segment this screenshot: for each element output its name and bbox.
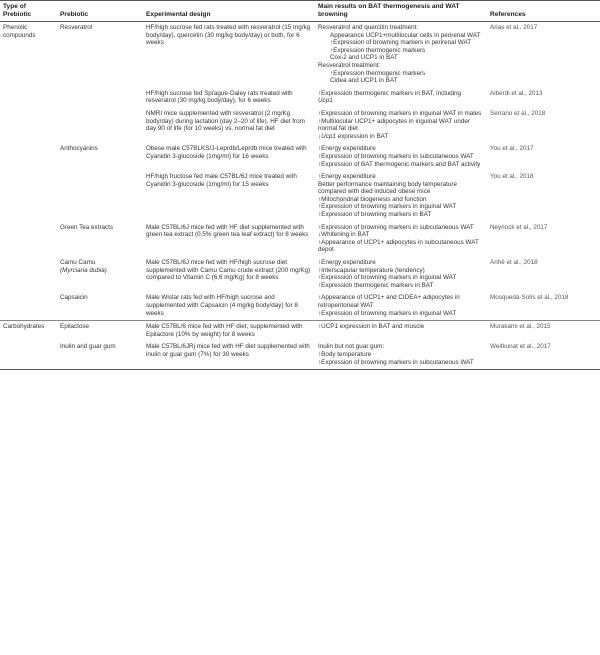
cell-results xyxy=(315,222,487,257)
cell-type xyxy=(0,257,57,292)
result-line: Inulin but not guar gum: xyxy=(318,343,385,351)
table-row xyxy=(0,22,600,88)
cell-design: Male C57BL/6J mice fed with HF/high sucrose diet supplemented with Camu Camu crude extract (200 mg/Kg) compared to Vitamin C (6.6 mg/Kg) for 8 weeks xyxy=(146,259,311,282)
result-line: Cox-2 and UCP1 in BAT xyxy=(330,54,398,62)
header-type: Type of Prebiotic xyxy=(0,1,57,22)
cell-reference: You et al., 2018 xyxy=(490,173,534,181)
result-line: ↑ Multilocular UCP1+ adipocytes in inguinal WAT under normal fat diet xyxy=(318,118,484,133)
result-line: ↑ Interscapular temperature (tendency) xyxy=(318,267,484,275)
header-row xyxy=(0,1,600,22)
result-line: ↑ Energy expenditure xyxy=(318,145,484,153)
result-line: ↑ UCP1 expression in BAT and muscle xyxy=(318,323,484,331)
cell-design: HF/high fructose fed male C57BL/6J mice treated with Cyanidin 3-glucoside (1mg/ml) for 15 weeks xyxy=(146,173,297,188)
table-row xyxy=(0,88,600,108)
result-line: Better performance maintaining body temperature compared with died induced obese mice xyxy=(318,180,457,196)
cell-design: Male C57BL/6JRj mice fed with HF diet supplemented with inulin or guar gum (7%) for 30 weeks xyxy=(143,341,315,369)
cell-type xyxy=(0,108,57,143)
table-row xyxy=(0,292,600,320)
result-line: ↑ Expression of browning markers in subcutaneous WAT xyxy=(318,153,484,161)
table-row xyxy=(0,341,600,369)
cell-prebiotic xyxy=(57,257,143,292)
cell-prebiotic: Green Tea extracts xyxy=(60,223,114,231)
cell-results xyxy=(315,22,487,88)
cell-results xyxy=(315,171,487,222)
result-line: ↑ Body temperature xyxy=(318,351,484,359)
cell-reference: Serrano et al., 2018 xyxy=(490,109,546,117)
table-row xyxy=(0,222,600,257)
cell-reference: Anhê et al., 2018 xyxy=(490,259,538,267)
result-line: ↑ Energy expenditure xyxy=(318,259,484,267)
result-line: Cidea and UCP1 in BAT xyxy=(330,77,398,85)
result-line: Resveratrol treatment: xyxy=(318,61,381,69)
result-line: ↑ Mitochondrial biogenesis and function xyxy=(318,196,484,204)
table-row xyxy=(0,321,600,342)
result-line: ↑ Energy expenditure xyxy=(318,173,484,181)
result-line: ↑ Expression of browning markers in subcutaneous WAT xyxy=(318,224,484,232)
result-line: ↑ Expression of browning markers in inguinal WAT xyxy=(318,274,484,282)
table-row xyxy=(0,171,600,222)
result-line: ↑ Expression of browning markers in inguinal WAT xyxy=(318,310,484,318)
header-results: Main results on BAT thermogenesis and WAT browning xyxy=(315,1,487,22)
cell-results xyxy=(315,341,487,369)
cell-reference: Weitkunat et al., 2017 xyxy=(487,341,600,369)
result-line: ↑ Appearance of UCP1+ and CIDEA+ adipocytes in retroperitoneal WAT xyxy=(318,294,484,309)
cell-design: NMRI mice supplemented with resveratrol (2 mg/Kg body/day) during lactation (day 2–20 of life). HF diet from day 90 of life (for 10 weeks) vs. normal fat diet xyxy=(146,109,305,133)
result-line: ↑ Expression of browning markers in BAT xyxy=(318,211,484,219)
result-line: ↑ Appearance of UCP1+ adipocytes in subcutaneous WAT depot xyxy=(318,239,484,254)
cell-type xyxy=(0,341,57,369)
cell-design: Obese male C57BLKS/J-Leprdb/Leprdb mice treated with Cyanidin 3-glucoside (1mg/ml) for 16 weeks xyxy=(146,145,307,160)
header-design: Experimental design xyxy=(143,1,315,22)
cell-type xyxy=(0,88,57,108)
cell-prebiotic: Capsaicin xyxy=(60,294,88,302)
result-line: ↑ Expression thermogenic markers in BAT, including xyxy=(318,90,484,98)
result-line: ↑ Expression of BAT thermogenic markers and BAT activity xyxy=(318,161,484,169)
result-line: Resveratrol and quercitin treatment: xyxy=(318,24,419,31)
cell-results xyxy=(315,88,487,108)
result-line: ↑ Expression thermogenic markers in BAT xyxy=(318,282,484,290)
header-references: References xyxy=(487,1,600,22)
header-prebiotic: Prebiotic xyxy=(57,1,143,22)
prebiotic-name: Camu Camu xyxy=(60,259,96,267)
cell-design: Male C57BL/6 mice fed with HF diet, supplemented with Epilactore (10% by weight) for 8 weeks xyxy=(143,321,315,342)
cell-results xyxy=(315,143,487,171)
cell-results xyxy=(315,292,487,320)
table-row xyxy=(0,257,600,292)
result-line: Appearance UCP1+multilocular cells in perirenal WAT xyxy=(330,31,481,39)
result-line: ↓ Whitening in BAT xyxy=(318,231,484,239)
cell-prebiotic: Anthocyanins xyxy=(60,145,98,153)
cell-results xyxy=(315,321,487,342)
cell-prebiotic: Epilactose xyxy=(57,321,143,342)
result-line: ↑ Expression thermogenic markers xyxy=(318,47,484,55)
table-row xyxy=(0,108,600,143)
cell-results xyxy=(315,108,487,143)
cell-prebiotic xyxy=(57,108,143,143)
cell-prebiotic xyxy=(57,171,143,222)
prebiotic-species: (Myrciaria dubia) xyxy=(60,266,107,274)
cell-type xyxy=(0,143,57,171)
cell-design: Male C57BL/6J mice fed with HF diet supplemented with green tea extract (0.5% green tea leaf extract) for 8 weeks xyxy=(146,223,309,239)
cell-reference: Alberdi et al., 2013 xyxy=(490,89,543,97)
table-row xyxy=(0,143,600,171)
result-line: ↑ Expression thermogenic markers xyxy=(318,70,484,78)
cell-design: HF/high sucrose fed Sprague-Daley rats treated with resveratrol (30 mg/kg body/day), for 6 weeks xyxy=(146,89,293,105)
cell-reference: Neyrinck et al., 2017 xyxy=(490,223,548,231)
cell-prebiotic: Inulin and guar gum xyxy=(57,341,143,369)
result-line: expression in BAT xyxy=(337,132,389,140)
result-line: ↑ Expression of browning markers in inguinal WAT xyxy=(318,203,484,211)
cell-design: HF/high sucrose fed rats treated with resveratrol (15 mg/kg body/day), quercetin (30 mg/kg body/day) or both, for 6 weeks xyxy=(146,24,311,47)
cell-results xyxy=(315,257,487,292)
result-line: Ucp1 xyxy=(318,97,333,105)
cell-type: Phenolic compounds xyxy=(3,24,36,39)
cell-reference: You et al., 2017 xyxy=(490,145,534,153)
cell-reference: Arias et al., 2017 xyxy=(490,24,538,31)
cell-reference: Mosqueda-Solís et al., 2018 xyxy=(490,294,569,302)
result-line: ↑ Expression of browning markers in inguinal WAT in males xyxy=(318,110,484,118)
cell-type xyxy=(0,292,57,320)
cell-reference: Murakami et al., 2015 xyxy=(487,321,600,342)
cell-type: Carbohydrates xyxy=(0,321,57,342)
cell-design: Male Wistar rats fed with HF/high sucrose and supplemented with Capsaicin (4 mg/kg body/day) for 8 weeks xyxy=(146,294,298,317)
cell-prebiotic xyxy=(57,88,143,108)
result-line: ↑ Expression of browning markers in perirenal WAT xyxy=(318,39,484,47)
cell-type xyxy=(0,222,57,257)
cell-prebiotic: Resveratrol xyxy=(60,24,93,31)
result-line: ↑ Expression of browning markers in subcutaneous WAT xyxy=(318,359,484,367)
cell-type xyxy=(0,171,57,222)
result-line: ↓ Ucp1 xyxy=(318,133,336,140)
